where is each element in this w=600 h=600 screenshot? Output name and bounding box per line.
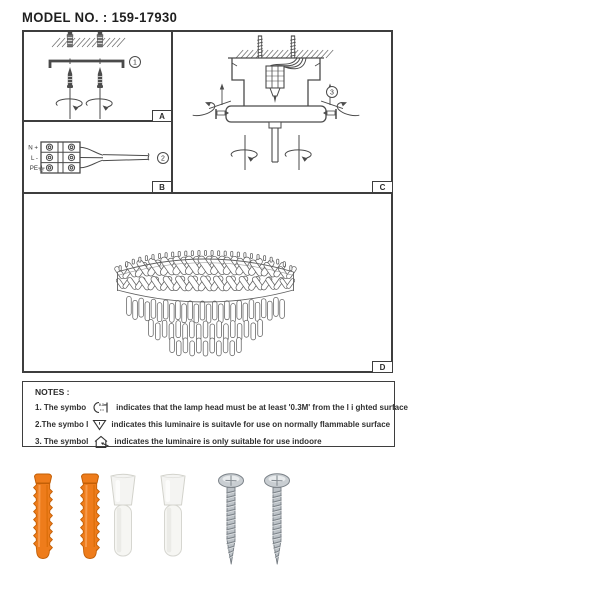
frame-divider-top-d [22, 192, 393, 194]
panel-b-label: B [152, 181, 172, 193]
notes-section [22, 381, 408, 447]
step-number: 1 [133, 59, 137, 67]
wire-connector-cap-2 [154, 472, 192, 562]
note-line-2: 2.The symbo l indicates this luminaire is suitavle for use on normally flammable surface [35, 420, 391, 429]
frame-divider-ab [22, 120, 173, 122]
min-distance-lamp-icon [90, 401, 112, 414]
flammable-surface-triangle-icon [92, 419, 107, 431]
terminal-label-pe: PE [29, 165, 38, 173]
note-line-1: 1. The symbo 0.3m indicates that the lamp head must be at least '0.3M' from the l i ghted surface [35, 403, 408, 412]
step-number: 2 [161, 155, 165, 163]
notes-heading: NOTES : [35, 387, 70, 397]
page-title: MODEL NO. : 159-17930 [22, 9, 178, 25]
terminal-label-n: N + [28, 144, 38, 152]
step-number: 3 [330, 89, 334, 97]
note-line-3: 3. The symbol indicates the luminaire is only suitable for use indoore [35, 434, 386, 449]
svg-text:0.3m: 0.3m [99, 403, 108, 408]
mounting-screw-2 [262, 472, 292, 568]
panel-d-label: D [372, 361, 393, 373]
panel-a-label: A [152, 110, 172, 122]
hardware-parts-row [28, 472, 308, 572]
indoor-use-house-icon [92, 435, 110, 449]
diagram-frame [22, 30, 393, 373]
terminal-label-l: L - [31, 154, 38, 162]
mounting-screw-1 [216, 472, 246, 568]
wire-connector-cap-1 [104, 472, 142, 562]
wall-anchor-2 [77, 472, 103, 564]
wall-anchor-1 [30, 472, 56, 564]
panel-c-label: C [372, 181, 393, 193]
